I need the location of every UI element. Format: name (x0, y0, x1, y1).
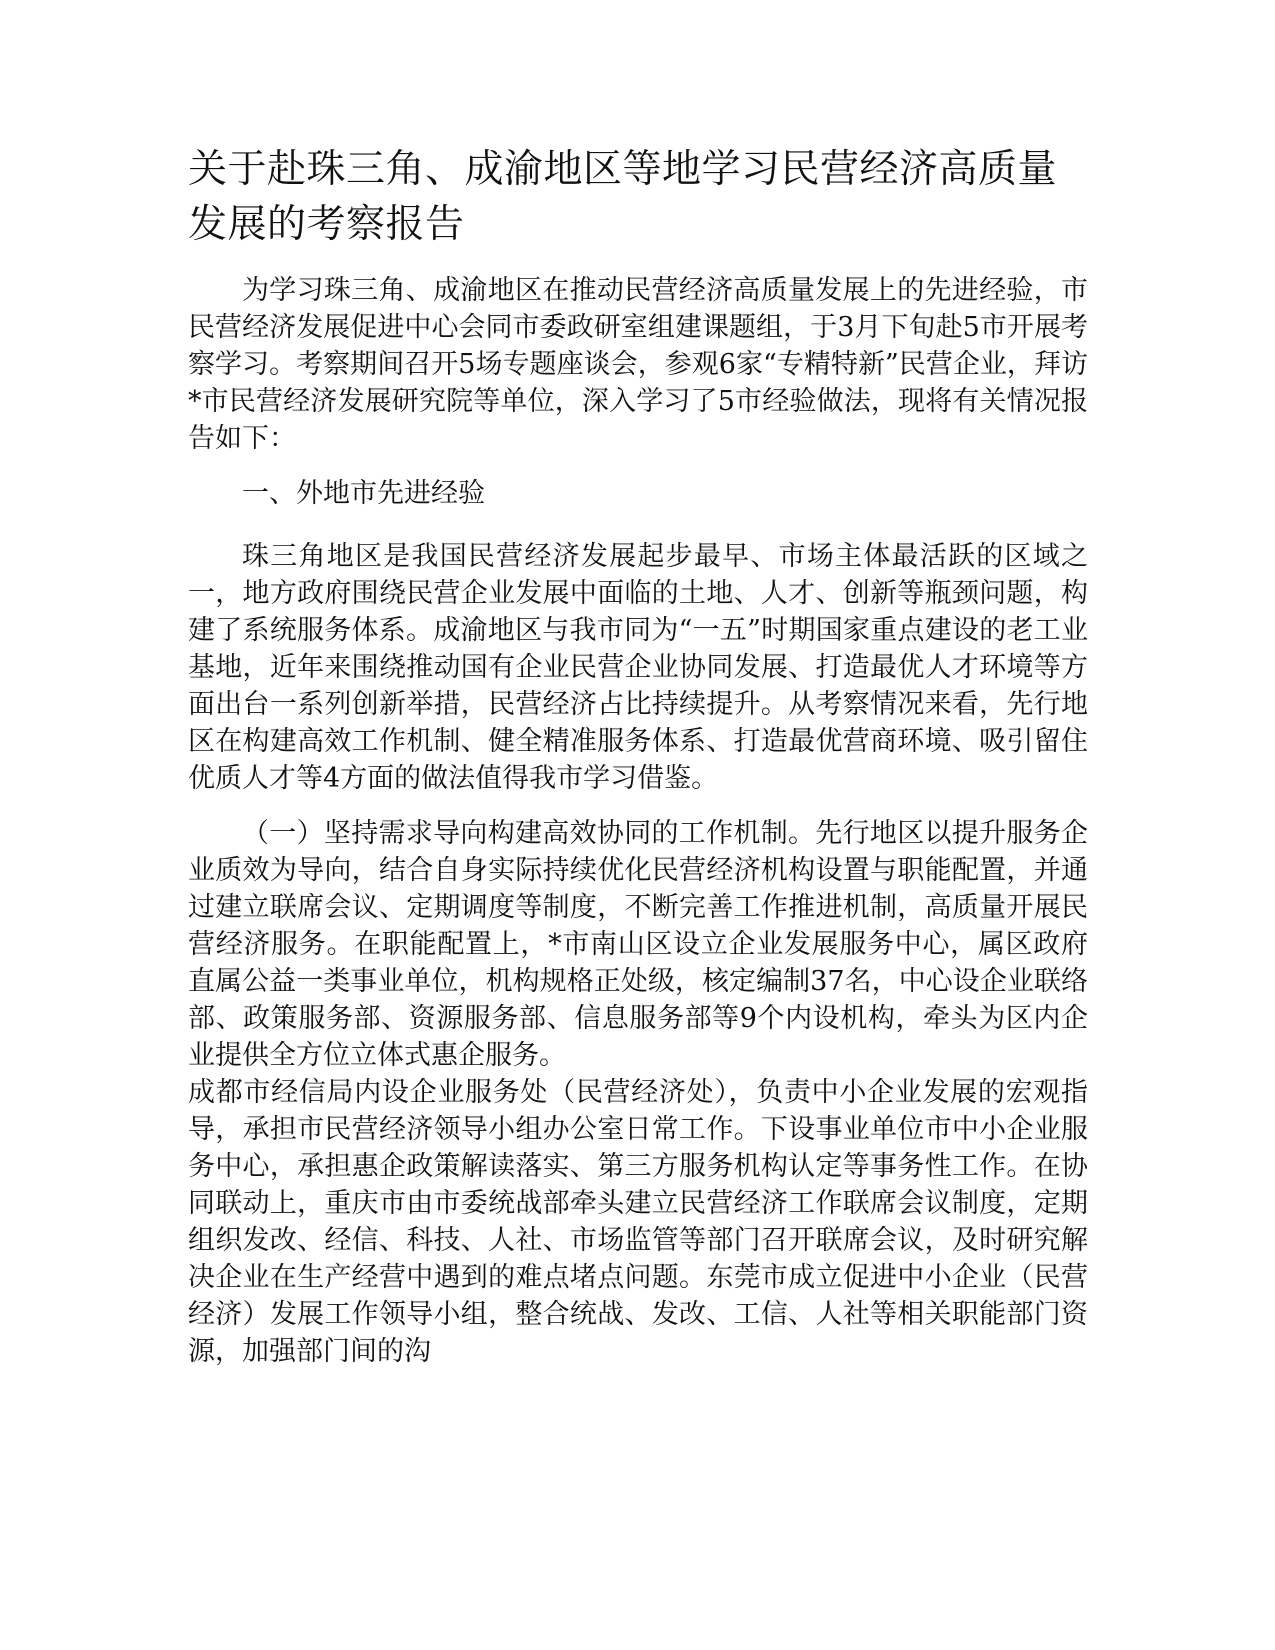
intro-paragraph: 为学习珠三角、成渝地区在推动民营经济高质量发展上的先进经验，市民营经济发展促进中心会同市委政研室组建课题组，于3月下旬赴5市开展考察学习。考察期间召开5场专题座谈会，参观6家“专精特新”民营企业，拜访*市民营经济发展研究院等单位，深入学习了5市经验做法，现将有关情况报告如下： (188, 275, 1088, 454)
section-heading-1: 一、外地市先进经验 (242, 478, 485, 509)
section1-paragraph-1: 珠三角地区是我国民营经济发展起步最早、市场主体最活跃的区域之一，地方政府围绕民营企业发展中面临的土地、人才、创新等瓶颈问题，构建了系统服务体系。成渝地区与我市同为“一五”时期国家重点建设的老工业基地，近年来围绕推动国有企业民营企业协同发展、打造最优人才环境等方面出台一系列创新举措，民营经济占比持续提升。从考察情况来看，先行地区在构建高效工作机制、健全精准服务体系、打造最优营商环境、吸引留住优质人才等4方面的做法值得我市学习借鉴。 (188, 541, 1088, 794)
document-body (188, 142, 1088, 1388)
document-title: 关于赴珠三角、成渝地区等地学习民营经济高质量发展的考察报告 (188, 147, 1058, 247)
section1-paragraph-2: （一）坚持需求导向构建高效协同的工作机制。先行地区以提升服务企业质效为导向，结合自身实际持续优化民营经济机构设置与职能配置，并通过建立联席会议、定期调度等制度，不断完善工作推进机制，高质量开展民营经济服务。在职能配置上，*市南山区设立企业发展服务中心，属区政府直属公益一类事业单位，机构规格正处级，核定编制37名，中心设企业联络部、政策服务部、资源服务部、信息服务部等9个内设机构，牵头为区内企业提供全方位立体式惠企服务。 (188, 818, 1088, 1071)
section1-paragraph-3: 成都市经信局内设企业服务处（民营经济处），负责中小企业发展的宏观指导，承担市民营经济领导小组办公室日常工作。下设事业单位市中小企业服务中心，承担惠企政策解读落实、第三方服务机构认定等事务性工作。在协同联动上，重庆市由市委统战部牵头建立民营经济工作联席会议制度，定期组织发改、经信、科技、人社、市场监管等部门召开联席会议，及时研究解决企业在生产经营中遇到的难点堵点问题。东莞市成立促进中小企业（民营经济）发展工作领导小组，整合统战、发改、工信、人社等相关职能部门资源，加强部门间的沟 (188, 1077, 1088, 1367)
